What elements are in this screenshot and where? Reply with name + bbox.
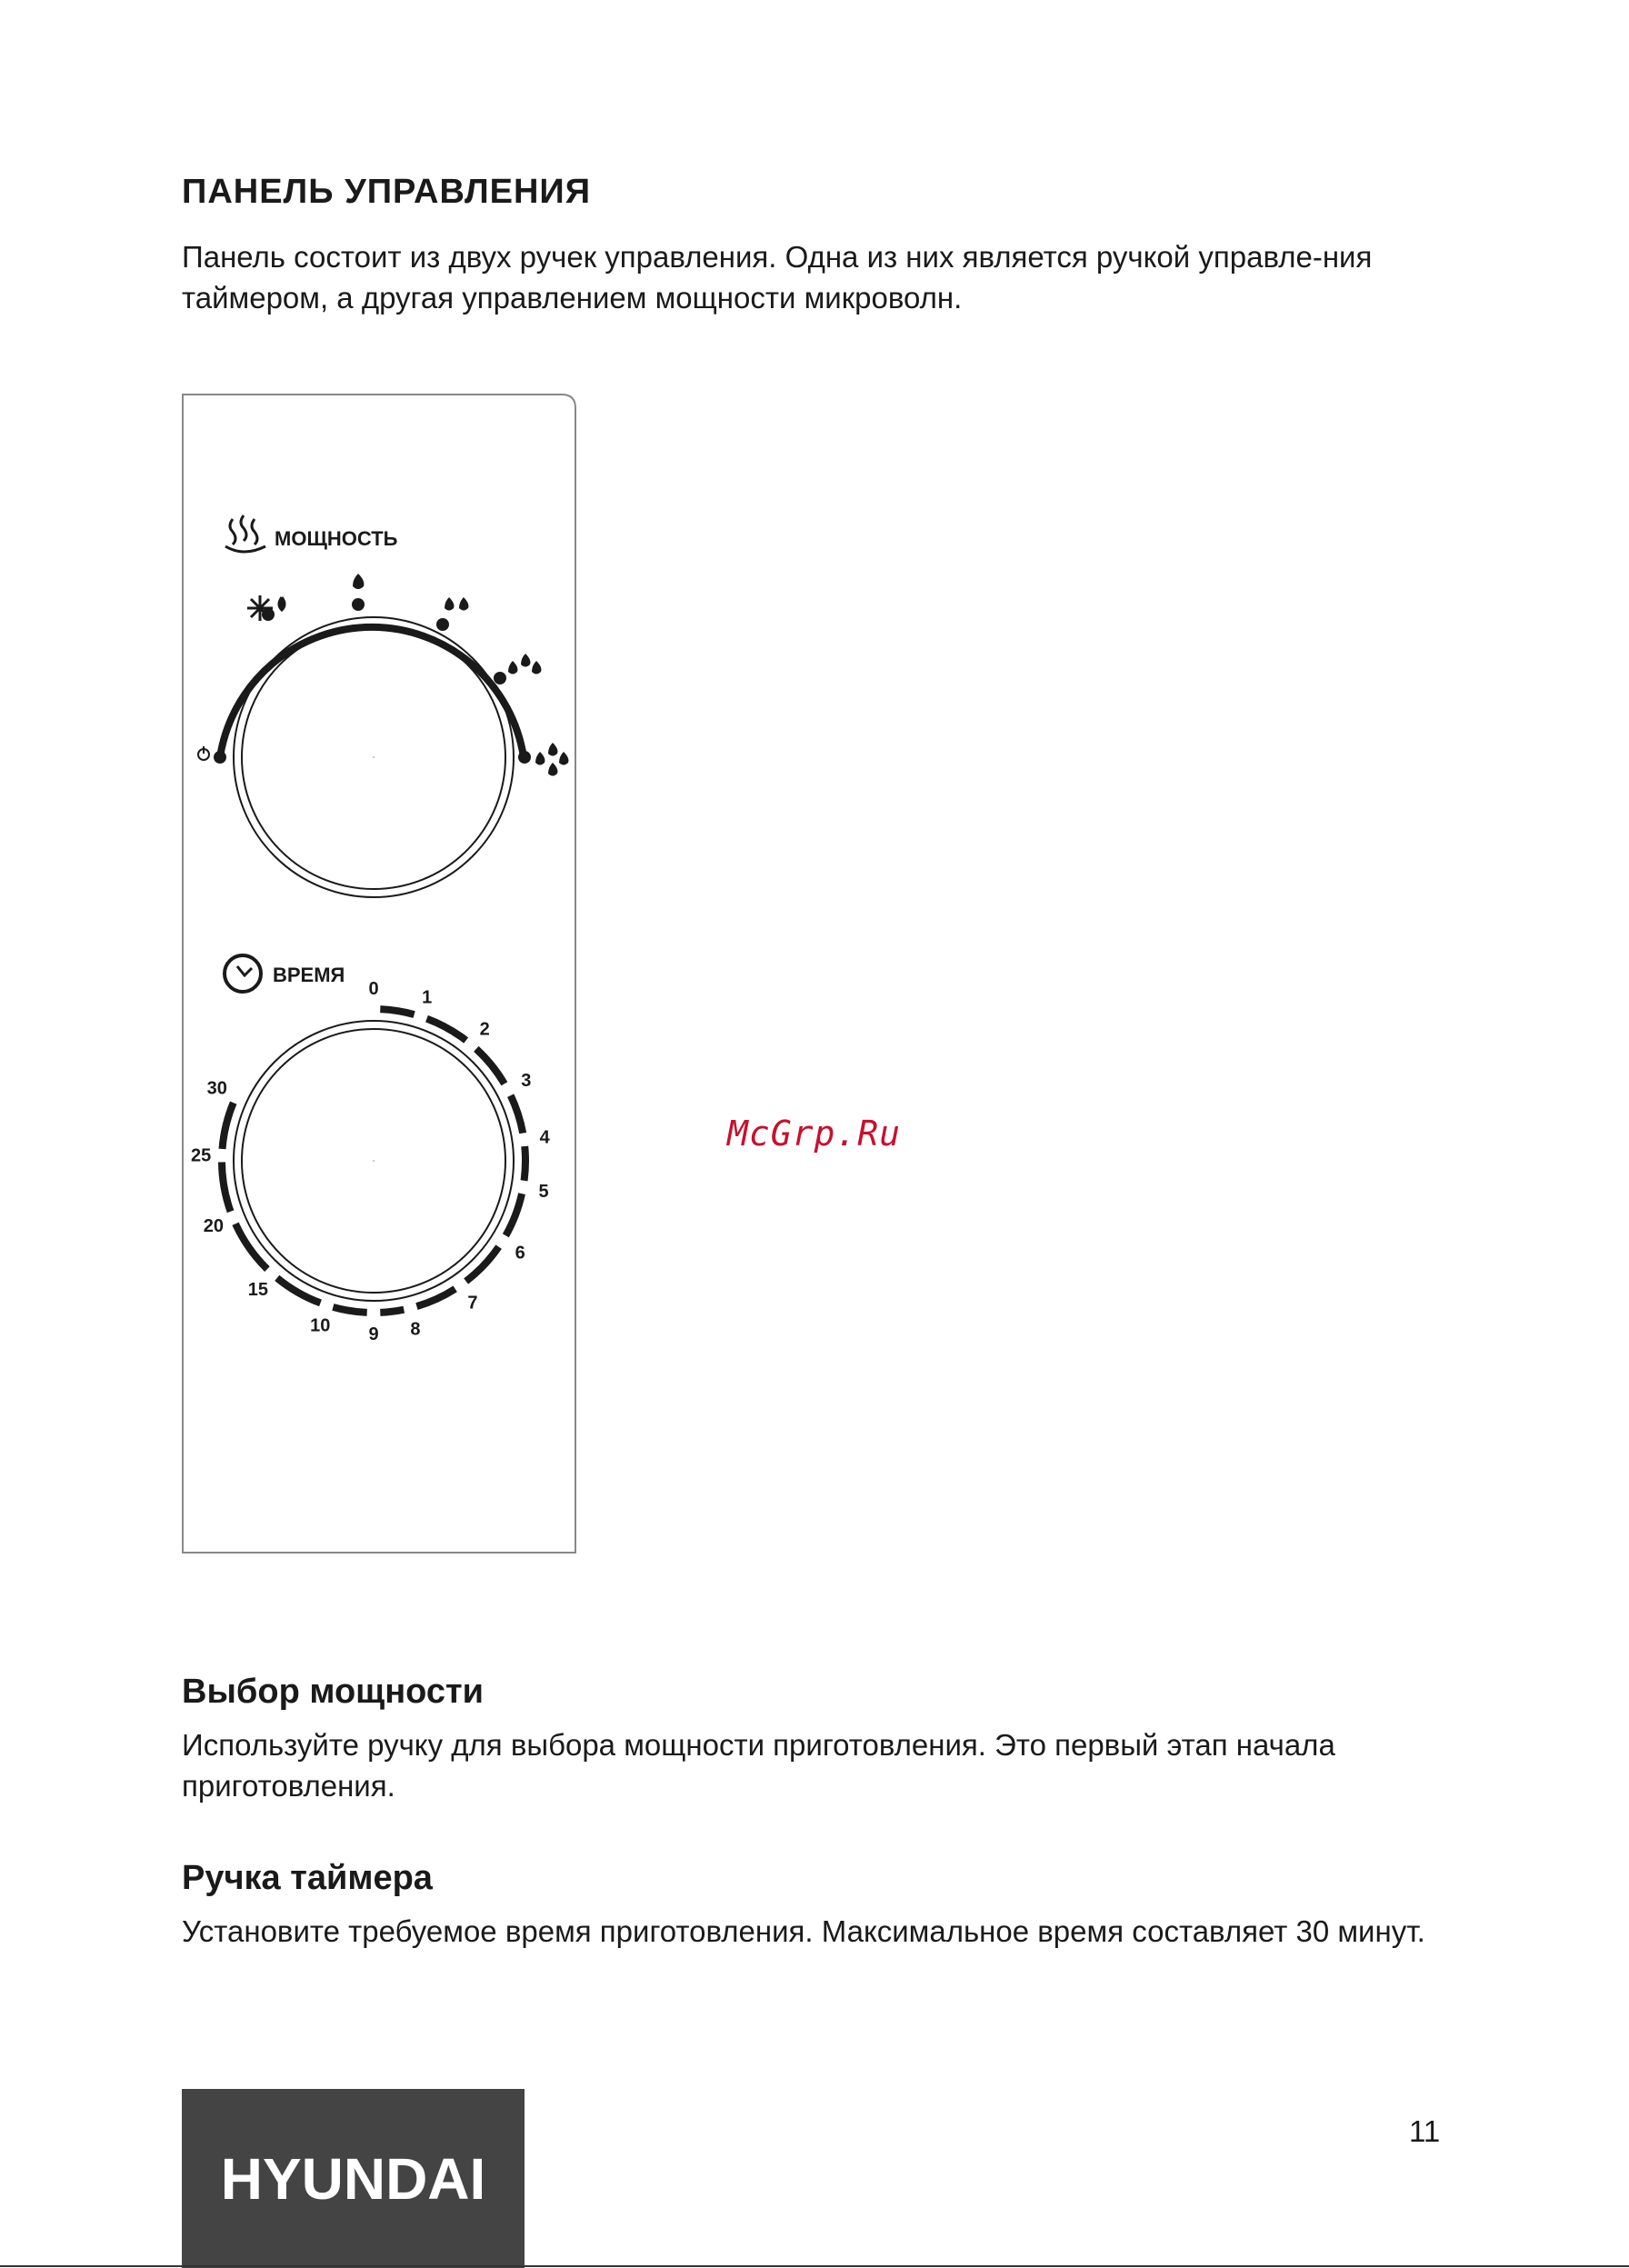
time-scale-segment (511, 1095, 523, 1133)
time-mark-label: 20 (203, 1216, 224, 1237)
time-mark-label: 0 (368, 979, 379, 999)
time-mark-label: 8 (410, 1319, 421, 1340)
time-mark-label: 5 (538, 1181, 549, 1202)
time-scale-segment (426, 1019, 465, 1041)
time-mark-label: 4 (539, 1127, 550, 1148)
power-dot (436, 618, 449, 631)
time-mark-label: 15 (247, 1280, 268, 1301)
page-number: 11 (1409, 2114, 1441, 2148)
power-off-icon (198, 746, 209, 760)
steam-icon (225, 515, 265, 552)
flame-4-icon (535, 743, 568, 776)
page-title: ПАНЕЛЬ УПРАВЛЕНИЯ (182, 173, 592, 211)
flame-3-icon (508, 654, 541, 674)
section-power-text: Используйте ручку для выбора мощности приготовления. Это первый этап начала приготовления. (182, 1728, 1335, 1803)
time-label: ВРЕМЯ (273, 964, 345, 986)
power-label: МОЩНОСТЬ (275, 527, 398, 550)
power-dot (214, 751, 226, 764)
time-scale-segment (333, 1307, 366, 1313)
time-mark-label: 30 (206, 1078, 227, 1099)
flame-1-icon (353, 574, 364, 589)
time-mark-label: 1 (422, 987, 433, 1008)
power-scale-arc (220, 627, 524, 757)
control-panel-diagram (182, 394, 576, 1554)
section-timer-text: Установите требуемое время приготовления. Максимальное время составляет 30 минут. (182, 1914, 1425, 1948)
time-mark-label: 2 (479, 1019, 490, 1040)
time-scale-segment (476, 1049, 505, 1084)
time-knob[interactable] (191, 979, 551, 1344)
power-dot (352, 598, 365, 611)
time-scale-segment (223, 1103, 234, 1149)
section-power-heading: Выбор мощности (182, 1673, 484, 1711)
time-scale-segment (222, 1162, 231, 1211)
time-labels (191, 979, 551, 1344)
section-timer-heading: Ручка таймера (182, 1859, 433, 1897)
time-mark-label: 10 (310, 1315, 331, 1336)
flame-2-icon (445, 597, 468, 611)
power-dot (518, 751, 531, 764)
time-scale-segment (380, 1009, 414, 1014)
time-mark-label: 6 (515, 1243, 525, 1264)
power-dot (494, 672, 506, 684)
time-scale-segment (277, 1278, 321, 1304)
time-mark-label: 25 (190, 1145, 212, 1166)
bottom-rule (0, 2265, 1629, 2267)
brand-logo (182, 2089, 525, 2268)
time-mark-label: 3 (521, 1070, 532, 1091)
power-knob[interactable] (220, 617, 524, 897)
intro-paragraph: Панель состоит из двух ручек управления. Одна из них является ручкой управле-ния таймером, а другая управлением мощности микроволн. (182, 240, 1373, 315)
time-scale-segment (380, 1310, 404, 1313)
time-scale-segment (466, 1247, 499, 1282)
watermark: McGrp.Ru (727, 1114, 902, 1154)
brand-name: HYUNDAI (220, 2145, 486, 2212)
clock-icon (225, 955, 261, 992)
time-mark-label: 9 (368, 1324, 379, 1344)
time-mark-label: 7 (467, 1293, 478, 1314)
